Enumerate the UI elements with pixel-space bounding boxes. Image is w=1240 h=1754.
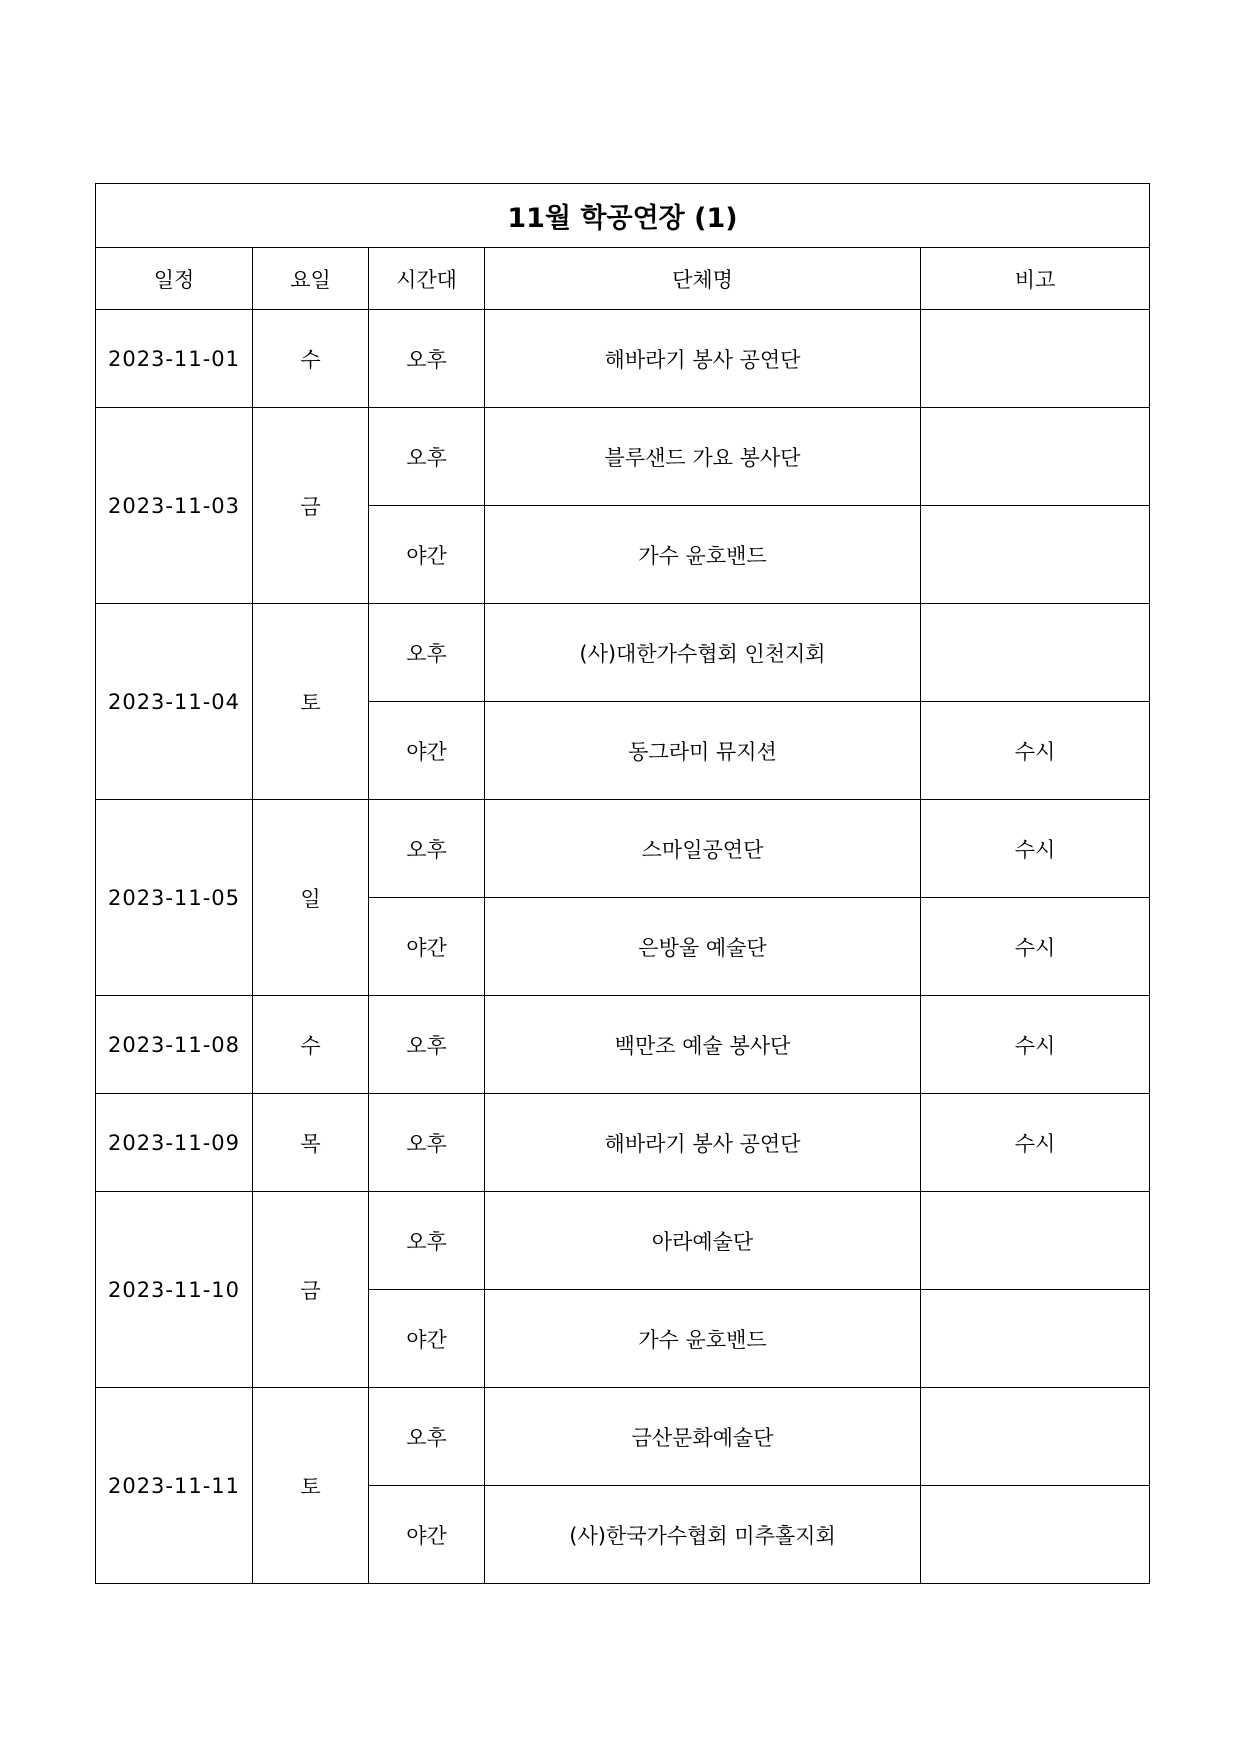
- header-row: [96, 248, 1150, 310]
- table-row: [96, 996, 1150, 1094]
- time-cell: 오후: [369, 1094, 485, 1192]
- date-cell: 2023-11-03: [96, 408, 253, 604]
- time-cell: 오후: [369, 800, 485, 898]
- time-cell: 오후: [369, 1388, 485, 1486]
- group-cell: 해바라기 봉사 공연단: [485, 310, 921, 408]
- note-cell: 수시: [921, 1094, 1150, 1192]
- day-cell: 금: [253, 1192, 369, 1388]
- day-cell: 금: [253, 408, 369, 604]
- title-row: [96, 184, 1150, 248]
- note-cell: [921, 1388, 1150, 1486]
- group-cell: 가수 윤호밴드: [485, 506, 921, 604]
- time-cell: 야간: [369, 1486, 485, 1584]
- group-cell: 블루샌드 가요 봉사단: [485, 408, 921, 506]
- day-cell: 수: [253, 996, 369, 1094]
- table-row: [96, 408, 1150, 506]
- time-cell: 오후: [369, 310, 485, 408]
- group-cell: 가수 윤호밴드: [485, 1290, 921, 1388]
- date-cell: 2023-11-11: [96, 1388, 253, 1584]
- note-cell: [921, 1290, 1150, 1388]
- table-row: [96, 1388, 1150, 1486]
- header-day: 요일: [253, 248, 369, 310]
- group-cell: 해바라기 봉사 공연단: [485, 1094, 921, 1192]
- date-cell: 2023-11-01: [96, 310, 253, 408]
- header-date: 일정: [96, 248, 253, 310]
- group-cell: 백만조 예술 봉사단: [485, 996, 921, 1094]
- day-cell: 토: [253, 1388, 369, 1584]
- group-cell: 아라예술단: [485, 1192, 921, 1290]
- note-cell: [921, 1192, 1150, 1290]
- table-row: [96, 310, 1150, 408]
- note-cell: [921, 1486, 1150, 1584]
- note-cell: 수시: [921, 996, 1150, 1094]
- day-cell: 수: [253, 310, 369, 408]
- note-cell: [921, 506, 1150, 604]
- time-cell: 오후: [369, 604, 485, 702]
- note-cell: [921, 604, 1150, 702]
- table-row: [96, 800, 1150, 898]
- time-cell: 야간: [369, 506, 485, 604]
- header-time: 시간대: [369, 248, 485, 310]
- table-row: [96, 604, 1150, 702]
- time-cell: 야간: [369, 1290, 485, 1388]
- group-cell: 은방울 예술단: [485, 898, 921, 996]
- header-group: 단체명: [485, 248, 921, 310]
- time-cell: 야간: [369, 898, 485, 996]
- day-cell: 일: [253, 800, 369, 996]
- time-cell: 오후: [369, 996, 485, 1094]
- group-cell: (사)한국가수협회 미추홀지회: [485, 1486, 921, 1584]
- note-cell: 수시: [921, 702, 1150, 800]
- time-cell: 오후: [369, 1192, 485, 1290]
- note-cell: [921, 408, 1150, 506]
- date-cell: 2023-11-09: [96, 1094, 253, 1192]
- note-cell: 수시: [921, 898, 1150, 996]
- day-cell: 목: [253, 1094, 369, 1192]
- table-row: [96, 1094, 1150, 1192]
- time-cell: 야간: [369, 702, 485, 800]
- group-cell: (사)대한가수협회 인천지회: [485, 604, 921, 702]
- group-cell: 금산문화예술단: [485, 1388, 921, 1486]
- time-cell: 오후: [369, 408, 485, 506]
- date-cell: 2023-11-08: [96, 996, 253, 1094]
- note-cell: [921, 310, 1150, 408]
- table-title: 11월 학공연장 (1): [96, 184, 1150, 248]
- date-cell: 2023-11-10: [96, 1192, 253, 1388]
- date-cell: 2023-11-05: [96, 800, 253, 996]
- group-cell: 동그라미 뮤지션: [485, 702, 921, 800]
- header-note: 비고: [921, 248, 1150, 310]
- day-cell: 토: [253, 604, 369, 800]
- note-cell: 수시: [921, 800, 1150, 898]
- schedule-table: [95, 183, 1150, 1584]
- table-row: [96, 1192, 1150, 1290]
- group-cell: 스마일공연단: [485, 800, 921, 898]
- date-cell: 2023-11-04: [96, 604, 253, 800]
